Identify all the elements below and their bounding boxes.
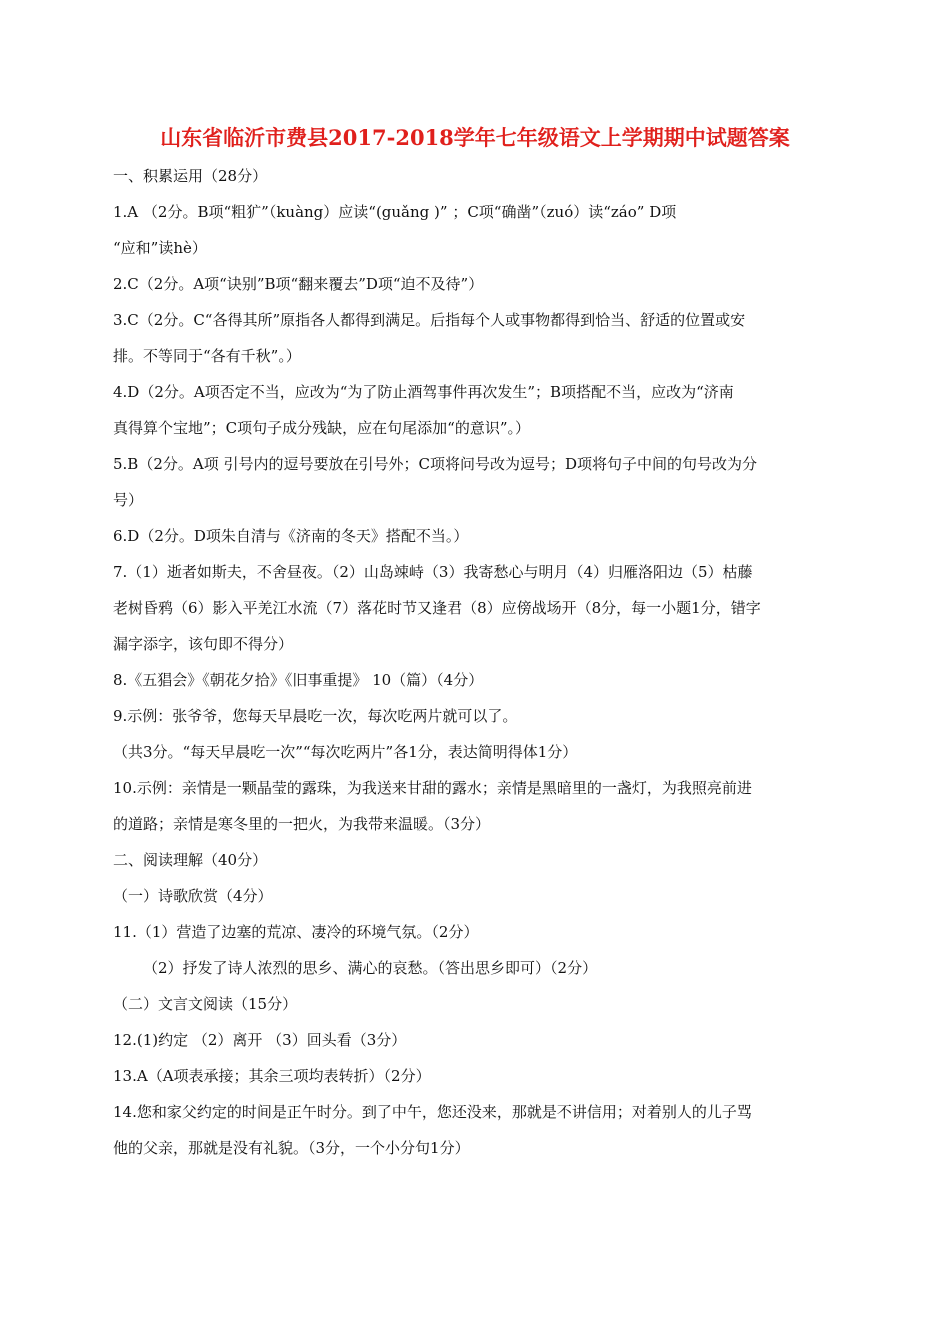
text-line: 12.(1)约定 （2）离开 （3）回头看（3分） [113,1031,407,1049]
text-line: 11.（1）营造了边塞的荒凉、凄冷的环境气氛。（2分） [113,923,479,941]
text-line: 二、阅读理解（40分） [113,851,268,869]
text-line: 他的父亲，那就是没有礼貌。（3分，一个小分句1分） [113,1139,470,1157]
text-line: 老树昏鸦（6）影入平羌江水流（7）落花时节又逢君（8）应傍战场开（8分，每一小题1分，错字 [113,599,761,617]
text-line: （共3分。“每天早晨吃一次”“每次吃两片”各1分，表达简明得体1分） [113,743,578,761]
text-line: 9.示例：张爷爷，您每天早晨吃一次，每次吃两片就可以了。 [113,707,518,725]
text-line: 14.您和家父约定的时间是正午时分。到了中午，您还没来，那就是不讲信用；对着别人的儿子骂 [113,1103,752,1121]
text-line: 3.C（2分。C“各得其所”原指各人都得到满足。后指每个人或事物都得到恰当、舒适的位置或安 [113,311,746,329]
text-line: （二）文言文阅读（15分） [113,995,298,1013]
text-line: 真得算个宝地”；C项句子成分残缺，应在句尾添加“的意识”。） [113,419,530,437]
text-line: 10.示例：亲情是一颗晶莹的露珠，为我送来甘甜的露水；亲情是黑暗里的一盏灯，为我照亮前进 [113,779,752,797]
text-line: 2.C（2分。A项“诀别”B项“翻来覆去”D项“迫不及待”） [113,275,484,293]
text-line: “应和”读hè） [113,239,207,257]
text-line: 号） [113,491,144,509]
text-line: 漏字添字，该句即不得分） [113,635,294,653]
text-line: 13.A（A项表承接；其余三项均表转折）（2分） [113,1067,431,1085]
text-line: 1.A （2分。B项“粗犷”（kuàng）应读“(guǎng )” ；C项“确凿”（zuó）读“záo” D项 [113,203,677,221]
text-line: 一、积累运用（28分） [113,167,268,185]
text-line: 4.D（2分。A项否定不当，应改为“为了防止酒驾事件再次发生”；B项搭配不当，应改为“济南 [113,383,734,401]
text-line: 8.《五猖会》《朝花夕拾》《旧事重提》 10（篇）（4分） [113,671,484,689]
text-line: 6.D（2分。D项朱自清与《济南的冬天》搭配不当。） [113,527,469,545]
text-line: （2）抒发了诗人浓烈的思乡、满心的哀愁。（答出思乡即可）（2分） [143,959,598,977]
text-line: 的道路；亲情是寒冬里的一把火，为我带来温暖。（3分） [113,815,491,833]
text-line: （一）诗歌欣赏（4分） [113,887,273,905]
text-line: 7.（1）逝者如斯夫，不舍昼夜。（2）山岛竦峙（3）我寄愁心与明月（4）归雁洛阳边（5）枯藤 [113,563,753,581]
page-title: 山东省临沂市费县2017-2018学年七年级语文上学期期中试题答案 [160,125,790,150]
text-line: 排。不等同于“各有千秋”。） [113,347,301,365]
answer-content [113,158,839,1166]
text-line: 5.B（2分。A项 引号内的逗号要放在引号外；C项将问号改为逗号；D项将句子中间的句号改为分 [113,455,757,473]
